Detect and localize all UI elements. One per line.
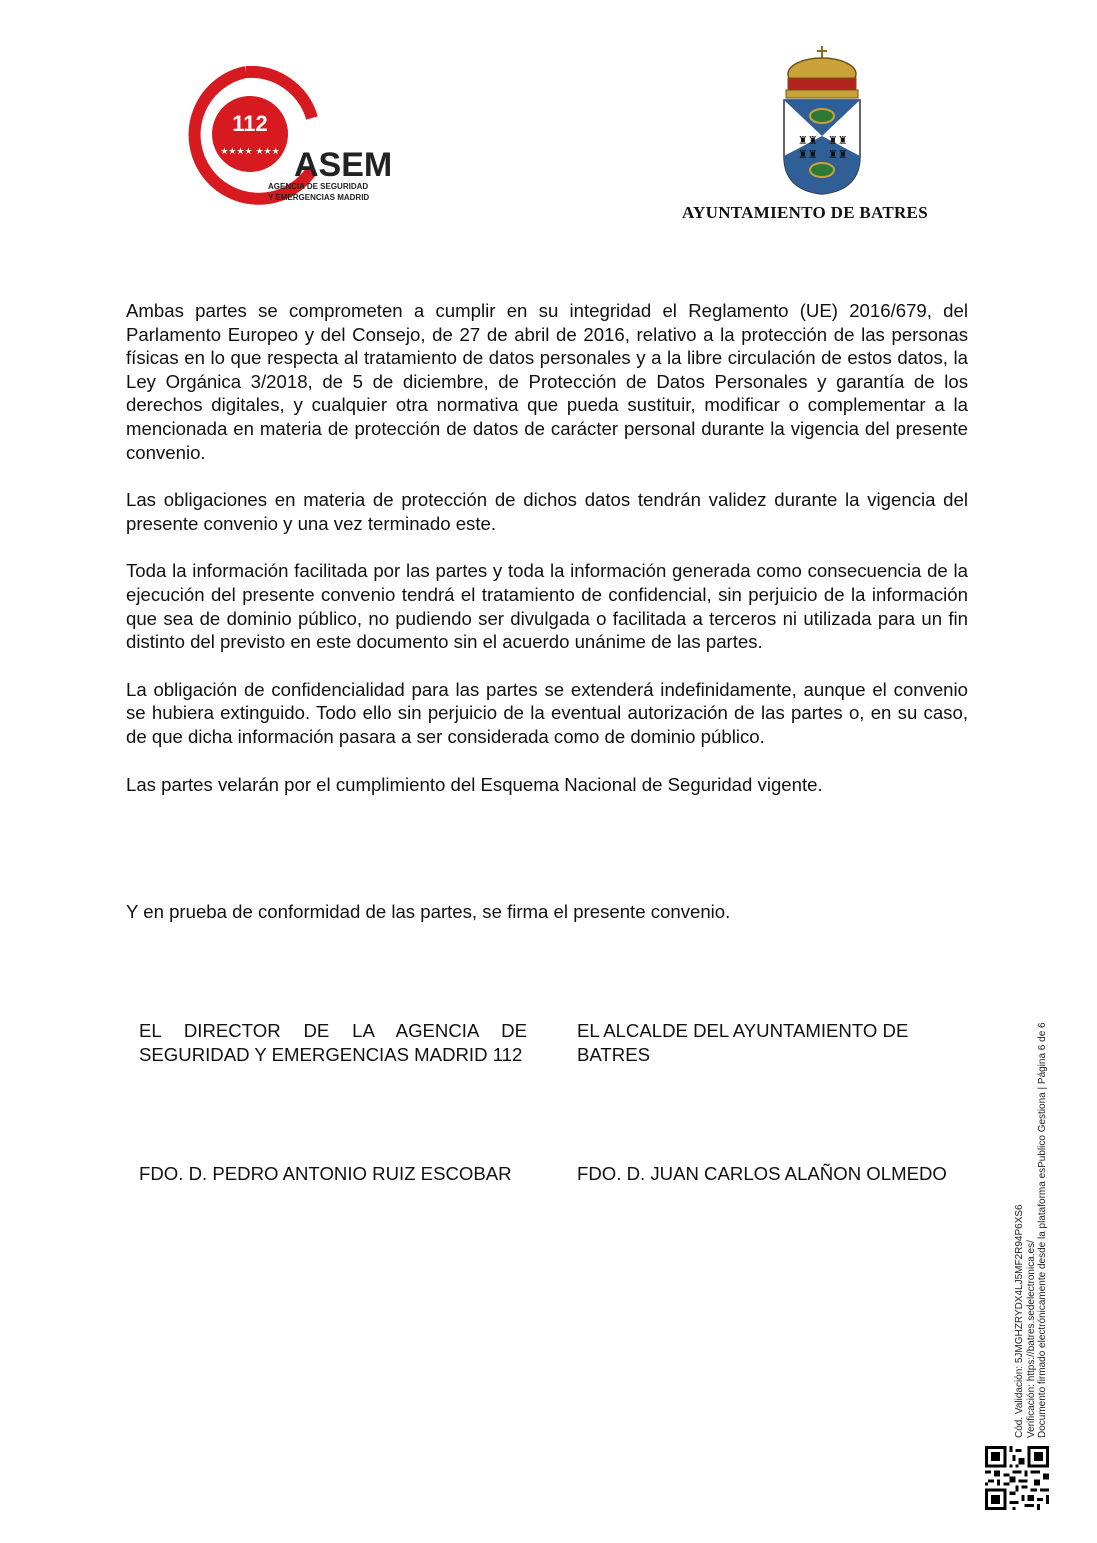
signatory-right-title: EL ALCALDE DEL AYUNTAMIENTO DE BATRES: [577, 1020, 909, 1065]
document-body: [126, 299, 968, 820]
svg-text:♜♜: ♜♜: [798, 134, 818, 147]
signed-notice: Documento firmado electrónicamente desde la plataforma esPublico Gestiona | Página 6 de 6: [1037, 1022, 1048, 1438]
asem-logo-line1: AGENCIA DE SEGURIDAD: [268, 182, 369, 191]
coat-of-arms-icon: [776, 44, 868, 196]
signatory-right-name: FDO. D. JUAN CARLOS ALAÑON OLMEDO: [577, 1163, 947, 1184]
ayuntamiento-heading: AYUNTAMIENTO DE BATRES: [682, 203, 928, 222]
closing-statement: Y en prueba de conformidad de las partes, se firma el presente convenio.: [126, 901, 731, 922]
paragraph-security-scheme: Las partes velarán por el cumplimiento del Esquema Nacional de Seguridad vigente.: [126, 773, 823, 795]
verification-url: Verificación: https://batres.sedelectronica.es/: [1025, 1240, 1037, 1438]
svg-text:♜♜: ♜♜: [828, 134, 848, 147]
asem-logo-line2: Y EMERGENCIAS MADRID: [268, 193, 370, 202]
qr-code-icon: [985, 1446, 1049, 1510]
asem-logo-stars: ★★★★ ★★★: [220, 147, 280, 157]
signatory-left-title: EL DIRECTOR DE LA AGENCIA DE SEGURIDAD Y EMERGENCIAS MADRID 112: [139, 1020, 527, 1065]
signatory-left-name: FDO. D. PEDRO ANTONIO RUIZ ESCOBAR: [139, 1163, 512, 1184]
paragraph-confidential-info: Toda la información facilitada por las partes y toda la información generada como consecuencia de la ejecución del presente convenio tendrá el tratamiento de confidencial, sin perjuicio de la información que sea de dominio público, no pudiendo ser divulgada o facilitada a terceros ni utilizada para un fin distinto del previsto en este documento sin el acuerdo unánime de las partes.: [126, 560, 968, 653]
asem-logo: [188, 66, 428, 206]
svg-text:♜♜: ♜♜: [828, 148, 848, 161]
verification-block: [1014, 958, 1049, 1438]
asem-logo-name: ASEM: [294, 146, 393, 184]
paragraph-data-protection: Ambas partes se comprometen a cumplir en su integridad el Reglamento (UE) 2016/679, del Parlamento Europeo y del Consejo, de 27 de abril de 2016, relativo a la protección de las personas físicas en lo que respecta al tratamiento de datos personales y a la libre circulación de estos datos, la Ley Orgánica 3/2018, de 5 de diciembre, de Protección de Datos Personales y garantía de los derechos digitales, y cualquier otra normativa que pueda sustituir, modificar o complementar a la mencionada en materia de protección de datos de carácter personal durante la vigencia del presente convenio.: [126, 300, 968, 463]
paragraph-obligations: Las obligaciones en materia de protección de dichos datos tendrán validez durante la vigencia del presente convenio y una vez terminado este.: [126, 489, 968, 534]
svg-text:♜♜: ♜♜: [798, 148, 818, 161]
asem-logo-number: 112: [232, 111, 268, 136]
verification-code: Cód. Validación: 5JMGHZRYDX4LJ5MF2R94P6XS6: [1014, 1204, 1025, 1438]
paragraph-confidentiality-duration: La obligación de confidencialidad para las partes se extenderá indefinidamente, aunque el convenio se hubiera extinguido. Todo ello sin perjuicio de la eventual autorización de las partes o, en su caso, de que dicha información pasara a ser considerada como de dominio público.: [126, 678, 968, 747]
